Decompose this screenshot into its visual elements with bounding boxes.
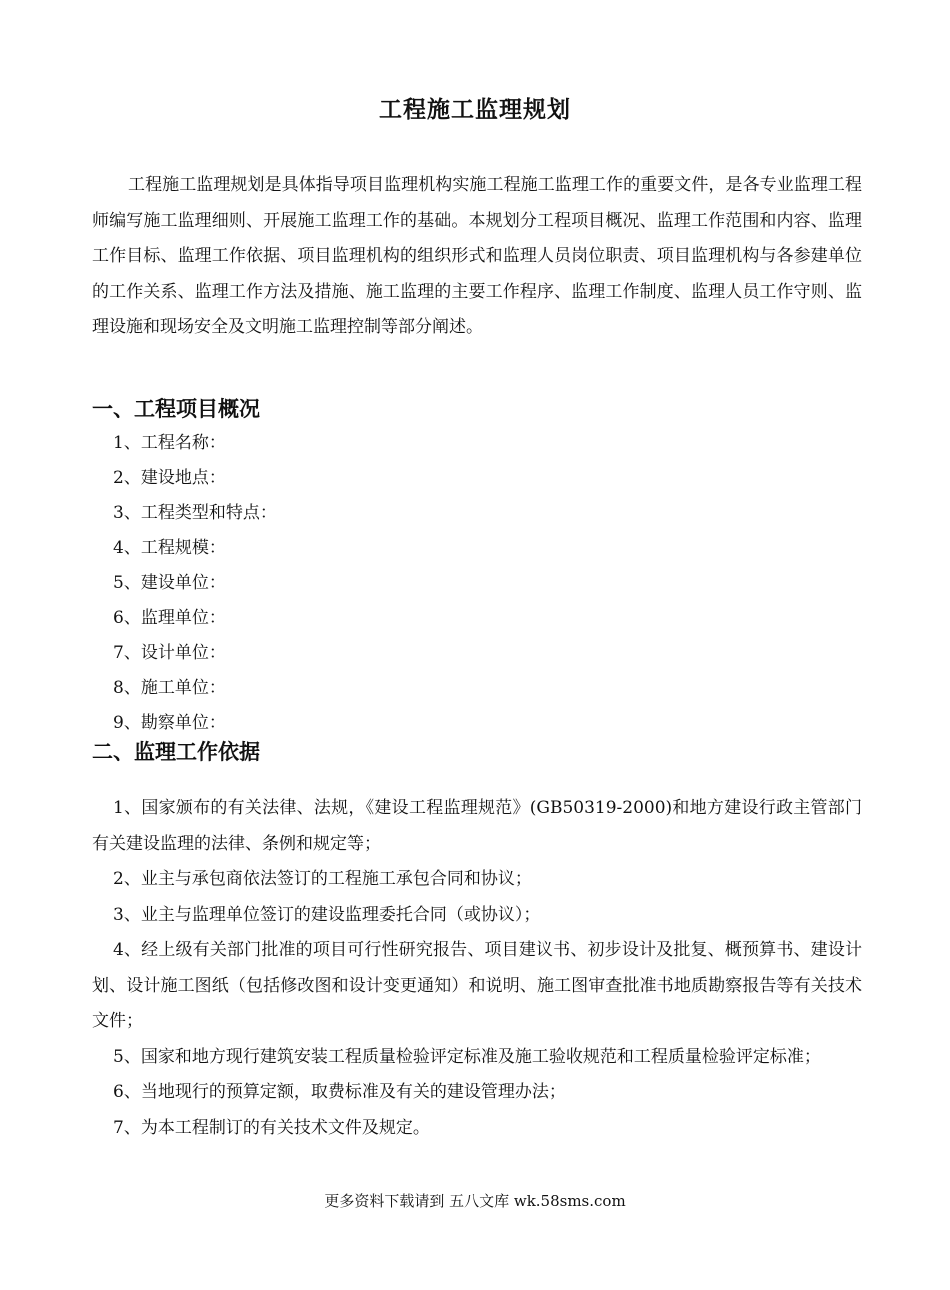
- list-item: 6、当地现行的预算定额，取费标准及有关的建设管理办法；: [113, 1082, 566, 1102]
- list-item: 4、经上级有关部门批准的项目可行性研究报告、项目建议书、初步设计及批复、概预算书、建设计划、设计施工图纸（包括修改图和设计变更通知）和说明、施工图审查批准书地质勘察报告等有关技术文件；: [92, 940, 862, 1031]
- list-item: 3、工程类型和特点：: [113, 503, 277, 523]
- list-item: 1、工程名称：: [113, 433, 226, 453]
- section-heading-project-overview: 一、工程项目概况: [92, 397, 260, 421]
- footer-note: 更多资料下载请到 五八文库 wk.58sms.com: [324, 1192, 626, 1210]
- list-item: 2、建设地点：: [113, 468, 226, 488]
- list-item: 7、为本工程制订的有关技术文件及规定。: [113, 1117, 430, 1138]
- project-overview-list: [113, 426, 277, 741]
- list-item: 9、勘察单位：: [113, 713, 226, 733]
- document-title: 工程施工监理规划: [379, 97, 571, 123]
- list-item: 2、业主与承包商依法签订的工程施工承包合同和协议；: [113, 869, 532, 889]
- list-item: 3、业主与监理单位签订的建设监理委托合同（或协议）；: [113, 904, 541, 925]
- intro-paragraph: 工程施工监理规划是具体指导项目监理机构实施工程施工监理工作的重要文件，是各专业监理工程师编写施工监理细则、开展施工监理工作的基础。本规划分工程项目概况、监理工作范围和内容、监理工作目标、监理工作依据、项目监理机构的组织形式和监理人员岗位职责、项目监理机构与各参建单位的工作关系、监理工作方法及措施、施工监理的主要工作程序、监理工作制度、监理人员工作守则、监理设施和现场安全及文明施工监理控制等部分阐述。: [92, 175, 862, 337]
- list-item: 1、国家颁布的有关法律、法规，《建设工程监理规范》(GB50319-2000)和地方建设行政主管部门有关建设监理的法律、条例和规定等；: [92, 798, 862, 854]
- section-heading-supervision-basis: 二、监理工作依据: [92, 740, 260, 764]
- supervision-basis-list: [92, 791, 862, 1146]
- list-item: 8、施工单位：: [113, 678, 226, 698]
- list-item: 6、监理单位：: [113, 608, 226, 628]
- list-item: 4、工程规模：: [113, 538, 226, 558]
- list-item: 7、设计单位：: [113, 643, 226, 663]
- list-item: 5、国家和地方现行建筑安装工程质量检验评定标准及施工验收规范和工程质量检验评定标准；: [113, 1046, 821, 1067]
- list-item: 5、建设单位：: [113, 573, 226, 593]
